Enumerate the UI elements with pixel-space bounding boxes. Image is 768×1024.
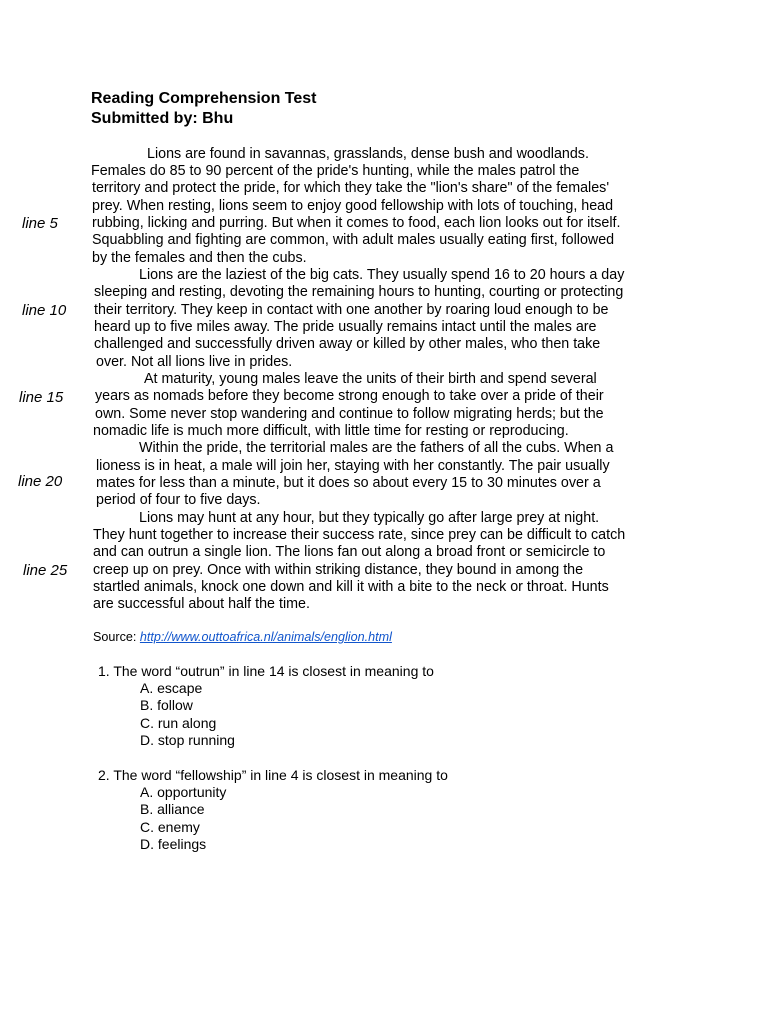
answer-option: C. enemy — [140, 819, 200, 835]
passage-line: creep up on prey. Once with within striking distance, they bound in among the — [93, 562, 584, 578]
passage-line: lioness is in heat, a male will join her, staying with her constantly. The pair usually — [96, 458, 610, 474]
line-number-15: line 15 — [19, 389, 64, 406]
answer-option: B. alliance — [140, 801, 205, 817]
passage-line: and can outrun a single lion. The lions fan out along a broad front or semicircle to — [93, 544, 606, 560]
passage-line: by the females and then the cubs. — [92, 250, 307, 266]
line-number-25: line 25 — [23, 562, 68, 579]
passage-line: are successful about half the time. — [93, 596, 310, 612]
line-number-10: line 10 — [22, 302, 67, 319]
line-number-5: line 5 — [22, 215, 58, 232]
passage-line: mates for less than a minute, but it does so about every 15 to 30 minutes over a — [96, 475, 601, 491]
passage-line: own. Some never stop wandering and continue to follow migrating herds; but the — [95, 406, 604, 422]
answer-option: D. stop running — [140, 732, 235, 748]
passage-line: They hunt together to increase their success rate, since prey can be difficult to catch — [93, 527, 626, 543]
passage-line: prey. When resting, lions seem to enjoy good fellowship with lots of touching, head — [92, 198, 614, 214]
answer-option: C. run along — [140, 715, 217, 731]
passage-line: their territory. They keep in contact with one another by roaring loud enough to be — [94, 302, 609, 318]
passage-line: years as nomads before they become strong enough to take over a pride of their — [95, 388, 604, 404]
passage-line: At maturity, young males leave the units of their birth and spend several — [144, 371, 597, 387]
passage-line: over. Not all lions live in prides. — [96, 354, 293, 370]
passage-line: nomadic life is much more difficult, with little time for resting or reproducing. — [93, 423, 569, 439]
answer-option: B. follow — [140, 697, 193, 713]
passage-line: territory and protect the pride, for which they take the "lion's share" of the females' — [92, 180, 610, 196]
passage-line: rubbing, licking and purring. But when it comes to food, each lion looks out for itself. — [92, 215, 621, 231]
source-line — [93, 629, 392, 645]
passage-line: Females do 85 to 90 percent of the pride's hunting, while the males patrol the — [91, 163, 580, 179]
passage-line: Lions are the laziest of the big cats. They usually spend 16 to 20 hours a day — [139, 267, 625, 283]
passage-line: startled animals, knock one down and kill it with a bite to the neck or throat. Hunts — [93, 579, 609, 595]
question-prompt: 1. The word “outrun” in line 14 is closest in meaning to — [98, 663, 434, 679]
passage-line: Lions are found in savannas, grasslands, dense bush and woodlands. — [147, 146, 589, 162]
passage-line: period of four to five days. — [96, 492, 261, 508]
line-number-20: line 20 — [18, 473, 63, 490]
page-title: Reading Comprehension Test — [91, 90, 317, 107]
answer-option: D. feelings — [140, 836, 207, 852]
submitted-by: Submitted by: Bhu — [91, 110, 234, 127]
answer-option: A. opportunity — [140, 784, 227, 800]
question-prompt: 2. The word “fellowship” in line 4 is closest in meaning to — [98, 767, 448, 783]
passage-line: sleeping and resting, devoting the remaining hours to hunting, courting or protecting — [94, 284, 624, 300]
passage-line: Within the pride, the territorial males are the fathers of all the cubs. When a — [139, 440, 614, 456]
passage-line: Squabbling and fighting are common, with adult males usually eating first, followed — [92, 232, 615, 248]
passage-line: challenged and successfully driven away or killed by other males, who then take — [94, 336, 601, 352]
passage-line: Lions may hunt at any hour, but they typically go after large prey at night. — [139, 510, 600, 526]
source-label: Source: — [93, 630, 137, 644]
source-link[interactable]: http://www.outtoafrica.nl/animals/englion.html — [139, 630, 392, 644]
answer-option: A. escape — [140, 680, 203, 696]
passage-line: heard up to five miles away. The pride usually remains intact until the males are — [94, 319, 597, 335]
